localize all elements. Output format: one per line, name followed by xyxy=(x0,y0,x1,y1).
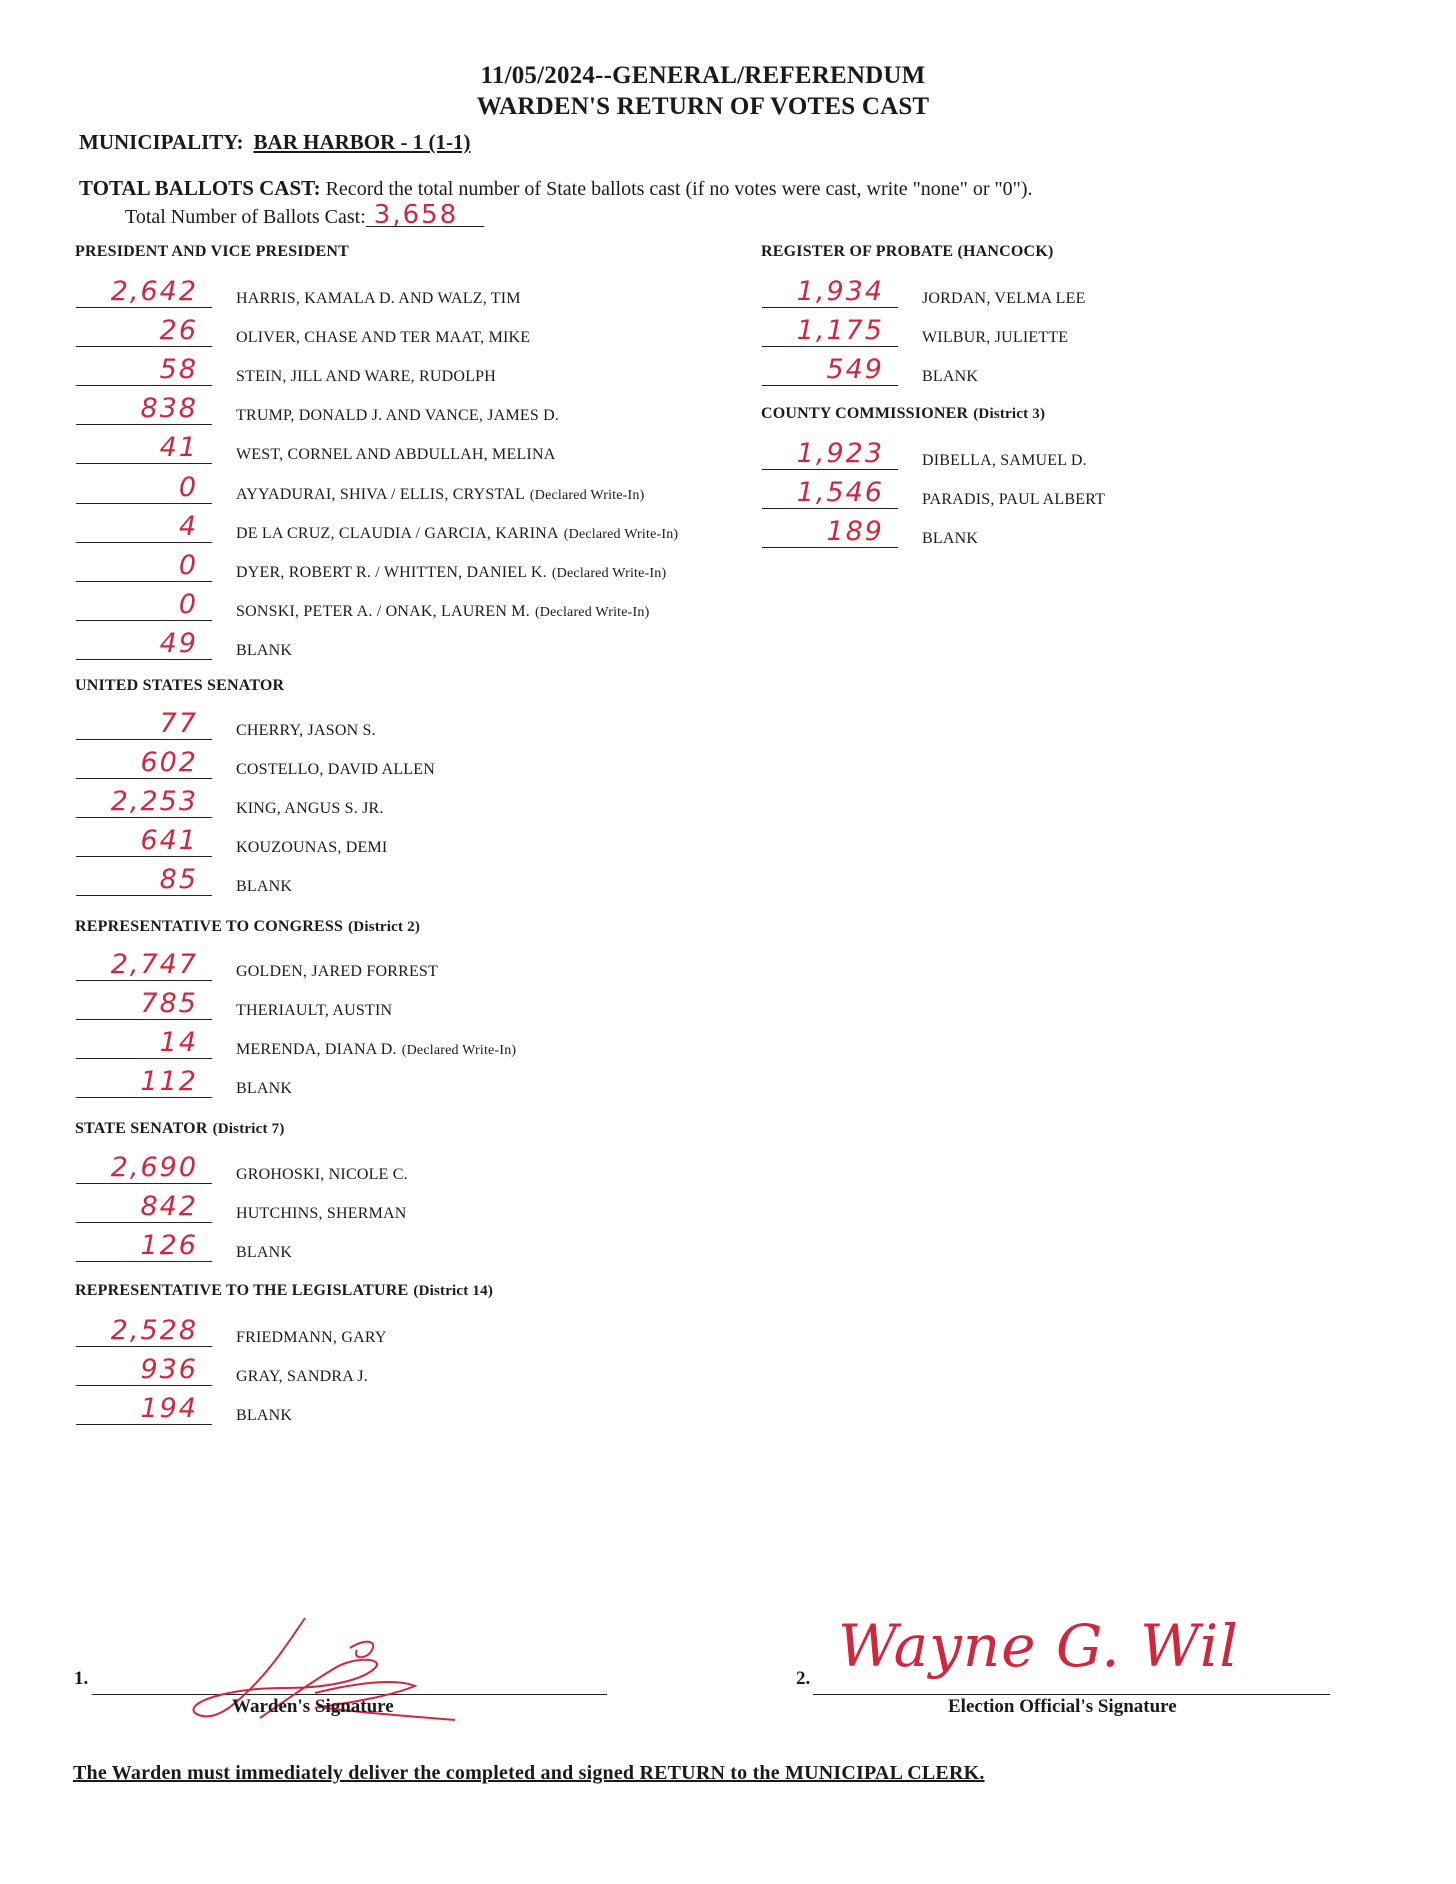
vote-count: 26 xyxy=(76,316,212,347)
candidate-row xyxy=(76,708,796,744)
candidate-name-text: THERIAULT, AUSTIN xyxy=(236,1002,393,1020)
office-heading xyxy=(761,243,1054,261)
vote-count: 49 xyxy=(76,629,212,660)
candidate-name xyxy=(236,329,530,347)
vote-count: 194 xyxy=(76,1394,212,1425)
candidate-name xyxy=(236,1166,408,1184)
candidate-row xyxy=(76,747,796,783)
candidate-name xyxy=(236,407,559,425)
vote-count: 189 xyxy=(762,517,898,548)
candidate-name xyxy=(236,1205,407,1223)
candidate-row xyxy=(76,1230,796,1266)
office-heading xyxy=(761,405,1045,423)
official-signature-label: Election Official's Signature xyxy=(948,1696,1177,1717)
candidate-row xyxy=(76,1152,796,1188)
vote-count: 0 xyxy=(76,473,212,504)
candidate-name xyxy=(236,486,644,504)
candidate-name-text: COSTELLO, DAVID ALLEN xyxy=(236,761,436,779)
candidate-row xyxy=(76,550,796,586)
candidate-row xyxy=(762,477,1456,513)
candidate-row xyxy=(76,949,796,985)
total-ballots-count-value: 3,658 xyxy=(366,204,484,227)
candidate-name-text: JORDAN, VELMA LEE xyxy=(922,290,1086,307)
vote-count: 936 xyxy=(76,1355,212,1386)
vote-count: 785 xyxy=(76,989,212,1020)
total-ballots-label: TOTAL BALLOTS CAST: xyxy=(79,176,321,200)
candidate-row xyxy=(76,786,796,822)
candidate-row xyxy=(76,1066,796,1102)
vote-count: 14 xyxy=(76,1028,212,1059)
vote-count: 126 xyxy=(76,1231,212,1262)
total-ballots-instruction-text: Record the total number of State ballots cast (if no votes were cast, write "none" or "0"). xyxy=(325,178,1033,200)
write-in-note: (Declared Write-In) xyxy=(529,487,645,503)
vote-count: 58 xyxy=(76,355,212,386)
candidate-row xyxy=(76,472,796,508)
candidate-row xyxy=(76,1393,796,1429)
write-in-note: (Declared Write-In) xyxy=(551,565,667,581)
candidate-name xyxy=(236,800,384,818)
candidate-name xyxy=(922,530,978,548)
vote-count: 4 xyxy=(76,512,212,543)
warden-signature-number: 1. xyxy=(74,1668,89,1689)
total-ballots-count-row xyxy=(125,200,484,230)
candidate-name xyxy=(922,452,1087,470)
candidate-row xyxy=(762,276,1456,312)
candidate-row xyxy=(76,1354,796,1390)
municipality-label: MUNICIPALITY: xyxy=(79,130,244,154)
candidate-row xyxy=(76,589,796,625)
office-heading xyxy=(75,918,420,936)
candidate-name-text: GROHOSKI, NICOLE C. xyxy=(236,1166,408,1183)
office-title: COUNTY COMMISSIONER xyxy=(761,405,969,422)
candidate-row xyxy=(76,864,796,900)
vote-count: 2,253 xyxy=(76,787,212,818)
candidate-name xyxy=(922,290,1086,308)
official-signature-line xyxy=(813,1694,1330,1695)
office-district: (District 2) xyxy=(348,919,421,935)
candidate-name-text: BLANK xyxy=(236,1080,293,1098)
candidate-name-text: FRIEDMANN, GARY xyxy=(236,1329,387,1346)
vote-count: 41 xyxy=(76,433,212,464)
candidate-name-text: BLANK xyxy=(236,1244,293,1262)
candidate-name xyxy=(236,290,521,308)
vote-count: 1,934 xyxy=(762,277,898,308)
candidate-row xyxy=(76,825,796,861)
vote-count: 1,546 xyxy=(762,478,898,509)
candidate-name xyxy=(236,1368,368,1386)
candidate-row xyxy=(76,432,796,468)
write-in-note: (Declared Write-In) xyxy=(563,526,679,542)
vote-count: 2,690 xyxy=(76,1153,212,1184)
vote-count: 838 xyxy=(76,394,212,425)
candidate-name xyxy=(236,1002,392,1020)
candidate-name-text: SONSKI, PETER A. / ONAK, LAUREN M. xyxy=(236,602,530,620)
candidate-row xyxy=(76,1315,796,1351)
candidate-name-text: MERENDA, DIANA D. xyxy=(236,1041,397,1059)
office-heading xyxy=(75,1282,493,1300)
candidate-name-text: KOUZOUNAS, DEMI xyxy=(236,839,388,857)
candidate-row xyxy=(762,438,1456,474)
write-in-note: (Declared Write-In) xyxy=(401,1043,517,1059)
candidate-name-text: HUTCHINS, SHERMAN xyxy=(236,1205,407,1223)
office-heading xyxy=(75,677,284,695)
office-heading xyxy=(75,243,349,261)
candidate-name-text: BLANK xyxy=(236,641,293,659)
candidate-name-text: PARADIS, PAUL ALBERT xyxy=(922,491,1106,508)
vote-count: 2,528 xyxy=(76,1316,212,1347)
candidate-name-text: AYYADURAI, SHIVA / ELLIS, CRYSTAL xyxy=(236,485,525,503)
candidate-row xyxy=(762,354,1456,390)
vote-count: 0 xyxy=(76,551,212,582)
candidate-name xyxy=(236,446,555,464)
candidate-row xyxy=(76,1191,796,1227)
candidate-name xyxy=(236,368,496,386)
candidate-name-text: DE LA CRUZ, CLAUDIA / GARCIA, KARINA xyxy=(236,524,559,542)
vote-count: 2,642 xyxy=(76,277,212,308)
candidate-row xyxy=(76,988,796,1024)
office-title: REPRESENTATIVE TO THE LEGISLATURE xyxy=(75,1282,409,1299)
candidate-name-text: WILBUR, JULIETTE xyxy=(922,329,1069,346)
candidate-name-text: BLANK xyxy=(922,368,979,385)
vote-count: 77 xyxy=(76,709,212,740)
candidate-row xyxy=(76,315,796,351)
candidate-name-text: DIBELLA, SAMUEL D. xyxy=(922,452,1087,469)
warden-signature-label: Warden's Signature xyxy=(232,1696,394,1717)
candidate-name-text: CHERRY, JASON S. xyxy=(236,722,376,739)
candidate-name-text: BLANK xyxy=(236,1407,293,1425)
candidate-name-text: KING, ANGUS S. JR. xyxy=(236,800,384,818)
municipality xyxy=(79,130,471,155)
candidate-name xyxy=(236,564,666,582)
office-district: (District 14) xyxy=(413,1283,494,1299)
candidate-name-text: BLANK xyxy=(922,530,979,547)
form-title-line-1: 11/05/2024--GENERAL/REFERENDUM xyxy=(480,62,926,89)
candidate-row xyxy=(762,315,1456,351)
office-title: UNITED STATES SENATOR xyxy=(75,677,285,694)
candidate-name xyxy=(236,878,292,896)
candidate-name-text: DYER, ROBERT R. / WHITTEN, DANIEL K. xyxy=(236,563,547,581)
candidate-name xyxy=(922,368,978,386)
candidate-row xyxy=(76,276,796,312)
candidate-name xyxy=(922,329,1068,347)
candidate-name xyxy=(922,491,1105,509)
candidate-name xyxy=(236,1080,292,1098)
vote-count: 85 xyxy=(76,865,212,896)
candidate-name-text: GRAY, SANDRA J. xyxy=(236,1368,368,1386)
candidate-row xyxy=(76,354,796,390)
vote-count: 1,923 xyxy=(762,439,898,470)
vote-count: 602 xyxy=(76,748,212,779)
office-district: (District 3) xyxy=(973,406,1046,422)
candidate-name-text: WEST, CORNEL AND ABDULLAH, MELINA xyxy=(236,446,556,464)
vote-count: 549 xyxy=(762,355,898,386)
candidate-name-text: BLANK xyxy=(236,878,293,896)
write-in-note: (Declared Write-In) xyxy=(534,604,650,620)
office-title: REGISTER OF PROBATE (HANCOCK) xyxy=(761,243,1054,260)
municipality-value: BAR HARBOR - 1 (1-1) xyxy=(253,130,471,154)
vote-count: 2,747 xyxy=(76,950,212,981)
candidate-row xyxy=(76,511,796,547)
candidate-name xyxy=(236,1407,292,1425)
candidate-name-text: OLIVER, CHASE AND TER MAAT, MIKE xyxy=(236,329,531,347)
office-district: (District 7) xyxy=(212,1121,285,1137)
candidate-name xyxy=(236,642,292,660)
office-title: REPRESENTATIVE TO CONGRESS xyxy=(75,918,344,935)
total-ballots-count-label: Total Number of Ballots Cast: xyxy=(125,206,366,228)
office-title: PRESIDENT AND VICE PRESIDENT xyxy=(75,243,349,260)
candidate-name-text: STEIN, JILL AND WARE, RUDOLPH xyxy=(236,368,497,386)
candidate-name xyxy=(236,963,438,981)
candidate-name-text: HARRIS, KAMALA D. AND WALZ, TIM xyxy=(236,290,521,307)
candidate-name xyxy=(236,722,376,740)
candidate-row xyxy=(762,516,1456,552)
office-title: STATE SENATOR xyxy=(75,1120,208,1137)
candidate-name xyxy=(236,603,649,621)
candidate-name-text: TRUMP, DONALD J. AND VANCE, JAMES D. xyxy=(236,407,560,425)
candidate-name xyxy=(236,839,387,857)
vote-count: 842 xyxy=(76,1192,212,1223)
total-ballots-instruction xyxy=(79,176,1033,201)
vote-count: 1,175 xyxy=(762,316,898,347)
official-signature-handwriting: Wayne G. Wil xyxy=(838,1612,1239,1680)
office-heading xyxy=(75,1120,285,1138)
vote-count: 0 xyxy=(76,590,212,621)
candidate-name xyxy=(236,1329,387,1347)
candidate-name-text: GOLDEN, JARED FORREST xyxy=(236,963,438,980)
candidate-row xyxy=(76,393,796,429)
candidate-row xyxy=(76,1027,796,1063)
candidate-row xyxy=(76,628,796,664)
form-title-line-2: WARDEN'S RETURN OF VOTES CAST xyxy=(476,93,930,120)
candidate-name xyxy=(236,1041,516,1059)
candidate-name xyxy=(236,1244,292,1262)
vote-count: 641 xyxy=(76,826,212,857)
official-signature-number: 2. xyxy=(796,1668,811,1689)
candidate-name xyxy=(236,525,678,543)
footer-instruction: The Warden must immediately deliver the completed and signed RETURN to the MUNICIPAL CLERK. xyxy=(73,1762,985,1784)
vote-count: 112 xyxy=(76,1067,212,1098)
candidate-name xyxy=(236,761,435,779)
